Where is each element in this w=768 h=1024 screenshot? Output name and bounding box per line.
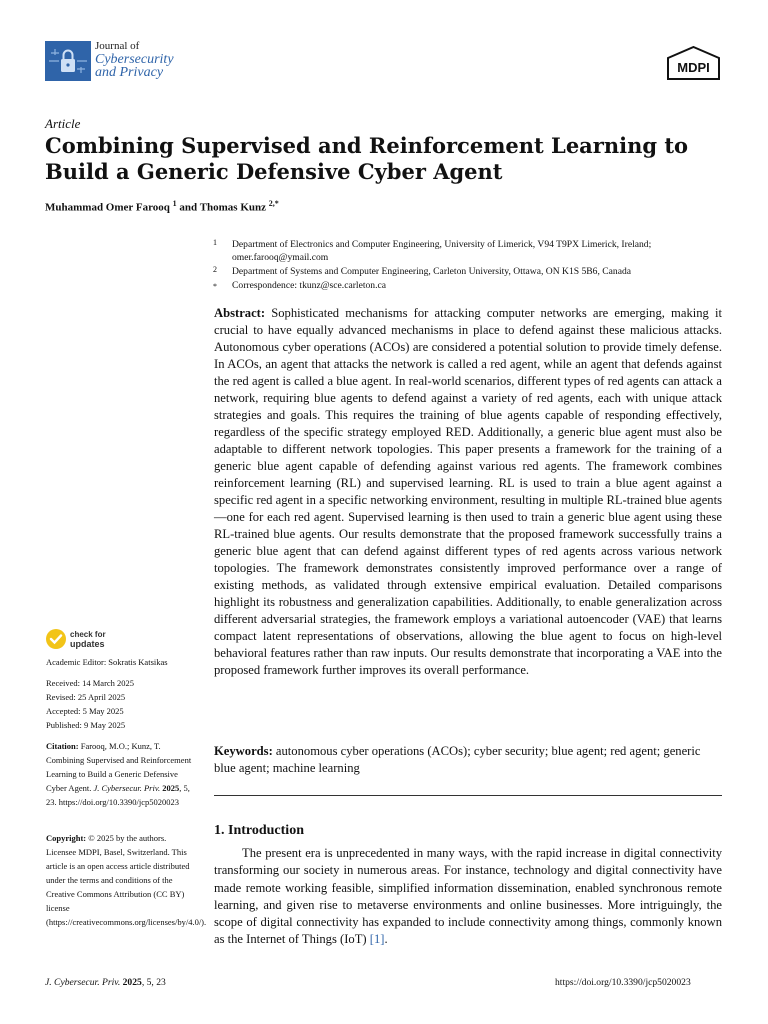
citation-text: Farooq, M.O.; Kunz, T. Combining Supervised and Reinforcement Learning to Build a Generic Defensive Cyber Agent.	[46, 741, 192, 793]
affiliation-text: Department of Electronics and Computer Engineering, University of Limerick, V94 T9PX Limerick, Ireland; omer.farooq@ymail.com	[232, 239, 652, 263]
check-for-updates-badge[interactable]	[45, 627, 120, 651]
footer-year: 2025	[122, 977, 142, 988]
footer-journal: J. Cybersecur. Priv.	[45, 977, 121, 988]
citation-year: 2025	[162, 783, 180, 793]
abstract-text: Sophisticated mechanisms for attacking computer networks are emerging, making it crucial to have equally advanced mechanisms in place to defend against these malicious attacks. Autonomous cyber operations (ACOs) are considered a potential solution to provide timely defense. In ACOs, an agent that attacks the network is called a red agent, while an agent that defends against the red agent is called a blue agent. In real-world scenarios, different types of red agents can attack a network, requiring blue agents to defend against a variety of red agents, each with unique attack strategies and goals. This requires the training of blue agents capable of responding effectively, regardless of the specific strategy employed RED. Additionally, a generic blue agent must also be adaptable to different network topologies. This paper presents a framework for the training of a generic blue agent capable of defending against various red agents. The framework combines reinforcement learning (RL) and supervised learning. RL is used to train a blue agent against a specific red agent in a specific networking environment, resulting in multiple RL-trained blue agents—one for each red agent. Supervised learning is then used to train a generic blue agent using these RL-trained blue agents. Our results demonstrate that the proposed framework successfully trains a generic blue agent that can defend against different types of red agents across various network topologies. The framework demonstrates consistently improved performance over a range of existing methods, as validated through extensive empirical evaluation. Detailed comparisons highlight its robustness and generalization capabilities. Additionally, to enable generalization across different adversarial strategies, the framework employs a variational autoencoder (VAE) that learns compact latent representations of observations, allowing the blue agent to focus on high-level behavioral features rather than raw inputs. Our results demonstrate that incorporating a VAE into the proposed framework further improves its overall performance.	[214, 306, 722, 677]
journal-name-line2: Cybersecurity	[95, 52, 174, 67]
citation-block	[46, 739, 196, 809]
publisher-name: MDPI	[677, 60, 710, 75]
author-affiliation-mark: 2,*	[268, 199, 279, 208]
copyright-text: © 2025 by the authors. Licensee MDPI, Basel, Switzerland. This article is an open access article distributed under the terms and conditions of the Creative Commons Attribution (CC BY) license (https://creativecommons.org/licenses/by/4.0/).	[46, 833, 207, 927]
keywords	[214, 743, 722, 777]
check-updates-line1: check for	[70, 630, 106, 639]
affiliation-text: Department of Systems and Computer Engineering, Carleton University, Ottawa, ON K1S 5B6, Canada	[232, 266, 632, 277]
journal-name-line3: and Privacy	[95, 65, 164, 80]
intro-paragraph	[214, 845, 722, 949]
abstract-label: Abstract:	[214, 306, 266, 320]
footer-doi-link[interactable]: https://doi.org/10.3390/jcp5020023	[555, 977, 691, 988]
author-affiliation-mark: 1	[172, 199, 177, 208]
check-icon	[46, 629, 66, 649]
author-name: Thomas Kunz	[199, 201, 267, 214]
citation-volume-doi[interactable]: , 5, 23. https://doi.org/10.3390/jcp5020023	[46, 783, 190, 807]
author-list	[45, 199, 279, 214]
intro-end: .	[384, 932, 388, 947]
section-divider	[214, 795, 722, 796]
affiliation-mark: *	[213, 282, 217, 291]
journal-name	[95, 40, 174, 79]
intro-text: The present era is unprecedented in many ways, with the rapid increase in digital connectivity transforming our society in numerous areas. For instance, technology and digital connectivity have made remote working feasible, simplified information dissemination, enabled synchronous remote learning, and given rise to metaverse environments and online businesses. More intriguingly, the scope of digital connectivity has expanded to include connectivity among things, commonly known as the Internet of Things (IoT)	[214, 846, 722, 947]
date-revised: Revised: 25 April 2025	[46, 692, 126, 702]
check-updates-line2: updates	[70, 639, 105, 649]
academic-editor: Academic Editor: Sokratis Katsikas	[46, 657, 168, 667]
mdpi-logo	[666, 46, 721, 80]
date-received: Received: 14 March 2025	[46, 678, 135, 688]
citation-link[interactable]: [1]	[369, 932, 385, 947]
journal-name-line1: Journal of	[95, 40, 140, 52]
citation-label: Citation:	[46, 741, 79, 751]
keywords-text: autonomous cyber operations (ACOs); cyber security; blue agent; red agent; generic blue agent; machine learning	[214, 744, 701, 775]
article-title: Combining Supervised and Reinforcement Learning to Build a Generic Defensive Cyber Agent	[45, 133, 689, 184]
author-joiner: and	[179, 201, 198, 214]
affiliation-mark: 1	[213, 238, 217, 247]
citation-journal: J. Cybersecur. Priv.	[93, 783, 161, 793]
journal-logo	[45, 41, 91, 81]
footer-volume: , 5, 23	[141, 977, 166, 988]
copyright-block	[46, 831, 207, 929]
article-type: Article	[45, 116, 81, 131]
date-published: Published: 9 May 2025	[46, 720, 126, 730]
affiliation-mark: 2	[213, 265, 217, 274]
lock-icon	[45, 41, 91, 81]
affiliation-text: Correspondence: tkunz@sce.carleton.ca	[232, 280, 387, 291]
abstract	[214, 305, 722, 679]
copyright-label: Copyright:	[46, 833, 87, 843]
section-heading: 1. Introduction	[214, 823, 304, 838]
footer-citation	[45, 977, 166, 988]
author-name: Muhammad Omer Farooq	[45, 201, 170, 214]
keywords-label: Keywords:	[214, 744, 273, 758]
date-accepted: Accepted: 5 May 2025	[46, 706, 124, 716]
